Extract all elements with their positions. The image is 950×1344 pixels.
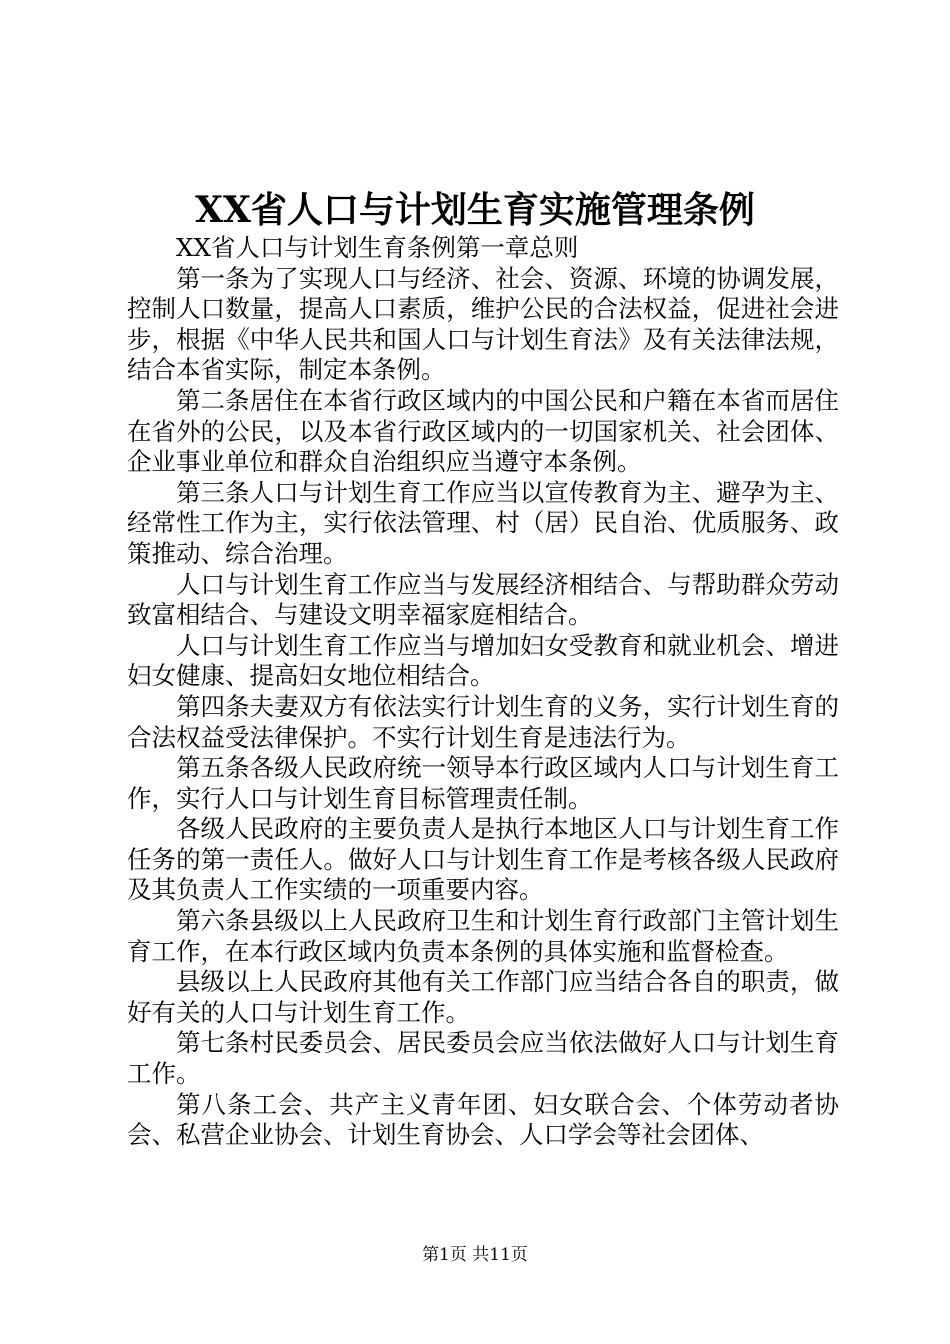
paragraph-article-1: 第一条为了实现人口与经济、社会、资源、环境的协调发展，控制人口数量，提高人口素质，维护公民的合法权益，促进社会进步，根据《中华人民共和国人口与计划生育法》及有关法律法规，结合本省实际，制定本条例。 [127, 263, 839, 385]
paragraph-article-4: 第四条夫妻双方有依法实行计划生育的义务，实行计划生育的合法权益受法律保护。不实行计划生育是违法行为。 [127, 691, 839, 752]
paragraph-article-3: 第三条人口与计划生育工作应当以宣传教育为主、避孕为主、经常性工作为主，实行依法管理、村（居）民自治、优质服务、政策推动、综合治理。 [127, 477, 839, 568]
paragraph-article-2: 第二条居住在本省行政区域内的中国公民和户籍在本省而居住在省外的公民，以及本省行政区域内的一切国家机关、社会团体、企业事业单位和群众自治组织应当遵守本条例。 [127, 385, 839, 477]
page-number-footer: 第1页 共11页 [422, 1245, 528, 1265]
paragraph-article-5: 第五条各级人民政府统一领导本行政区域内人口与计划生育工作，实行人口与计划生育目标管理责任制。 [127, 753, 839, 813]
paragraph-article-3-clause-3: 人口与计划生育工作应当与增加妇女受教育和就业机会、增进妇女健康、提高妇女地位相结合。 [127, 630, 839, 691]
paragraph-article-7: 第七条村民委员会、居民委员会应当依法做好人口与计划生育工作。 [127, 1028, 839, 1089]
document-title: XX省人口与计划生育实施管理条例 [195, 189, 755, 231]
document-body [127, 233, 839, 1151]
paragraph-article-8: 第八条工会、共产主义青年团、妇女联合会、个体劳动者协会、私营企业协会、计划生育协会、人口学会等社会团体、 [127, 1089, 839, 1150]
paragraph-article-3-clause-2: 人口与计划生育工作应当与发展经济相结合、与帮助群众劳动致富相结合、与建设文明幸福家庭相结合。 [127, 569, 839, 630]
paragraph-article-6-clause-2: 县级以上人民政府其他有关工作部门应当结合各自的职责，做好有关的人口与计划生育工作。 [127, 967, 839, 1027]
paragraph-article-5-clause-2: 各级人民政府的主要负责人是执行本地区人口与计划生育工作任务的第一责任人。做好人口与计划生育工作是考核各级人民政府及其负责人工作实绩的一项重要内容。 [127, 814, 839, 905]
paragraph-article-6: 第六条县级以上人民政府卫生和计划生育行政部门主管计划生育工作，在本行政区域内负责本条例的具体实施和监督检查。 [127, 906, 839, 966]
paragraph-heading: XX省人口与计划生育条例第一章总则 [176, 233, 579, 262]
